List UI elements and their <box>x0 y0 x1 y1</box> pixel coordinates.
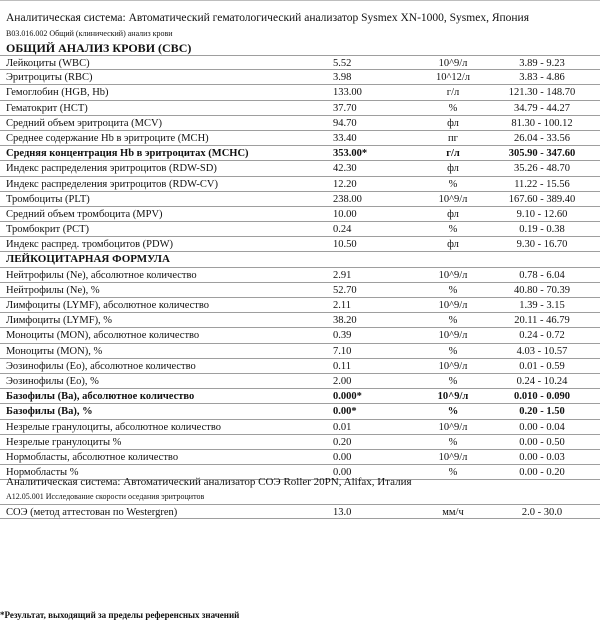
result-row <box>0 420 600 435</box>
reference-range: 34.79 - 44.27 <box>514 102 570 114</box>
result-value: 3.98 <box>333 72 352 84</box>
subsection-header <box>0 252 600 267</box>
unit: фл <box>447 163 459 175</box>
test-name: СОЭ (метод аттестован по Westergren) <box>6 507 178 518</box>
unit: % <box>448 284 458 296</box>
reference-range: 0.00 - 0.03 <box>519 451 565 463</box>
result-row <box>0 404 600 419</box>
reference-range: 9.30 - 16.70 <box>516 239 568 251</box>
unit: 10^9/л <box>438 360 468 372</box>
result-value: 5.52 <box>333 58 352 69</box>
reference-range: 0.01 - 0.59 <box>519 360 565 372</box>
reference-range: 0.78 - 6.04 <box>519 269 565 281</box>
unit: 10^9/л <box>438 330 468 342</box>
esr-analyzer-system: Аналитическая система: Автоматический анализатор СОЭ Roller 20PN, Alifax, Италия <box>6 476 412 488</box>
result-value: 12.20 <box>333 178 357 190</box>
result-value: 0.11 <box>333 360 351 372</box>
reference-range: 11.22 - 15.56 <box>514 178 570 190</box>
reference-range: 0.010 - 0.090 <box>514 391 570 403</box>
test-name: Базофилы (Ba), % <box>6 406 93 418</box>
unit: 10^9/л <box>438 421 468 433</box>
test-name: Средний объем тромбоцита (MPV) <box>6 208 163 220</box>
result-value: 52.70 <box>333 284 357 296</box>
result-row <box>0 435 600 450</box>
result-value: 10.50 <box>333 239 357 251</box>
result-value: 42.30 <box>333 163 357 175</box>
result-value: 0.24 <box>333 224 352 236</box>
unit: % <box>448 315 458 327</box>
result-value: 0.00 <box>333 451 352 463</box>
result-value: 2.91 <box>333 269 352 281</box>
unit: 10^9/л <box>437 391 469 403</box>
test-name: Среднее содержание Hb в эритроците (MCH) <box>6 132 209 144</box>
result-value: 133.00 <box>333 87 362 99</box>
test-name: Базофилы (Ba), абсолютное количество <box>6 391 195 403</box>
top-divider <box>0 0 600 1</box>
reference-range: 9.10 - 12.60 <box>516 208 568 220</box>
unit: 10^12/л <box>435 72 471 84</box>
test-name: Тромбокрит (PCT) <box>6 224 89 236</box>
test-name: Эозинофилы (Eo), % <box>6 375 99 387</box>
result-row <box>0 101 600 116</box>
test-name: Незрелые гранулоциты % <box>6 436 122 448</box>
result-row <box>0 359 600 374</box>
esr-service-code: A12.05.001 Исследование скорости оседания эритроцитов <box>6 492 205 501</box>
result-row <box>0 504 600 519</box>
result-row <box>0 450 600 465</box>
unit: % <box>448 178 458 190</box>
unit: пг <box>448 132 458 144</box>
test-name: Нормобласты, абсолютное количество <box>6 451 179 463</box>
result-row <box>0 55 600 70</box>
out-of-range-footnote: *Результат, выходящий за пределы референсных значений <box>0 610 240 620</box>
result-row <box>0 389 600 404</box>
result-row <box>0 237 600 252</box>
unit: фл <box>447 117 459 129</box>
cbc-results-table <box>0 55 600 480</box>
result-value: 94.70 <box>333 117 357 129</box>
result-value: 0.01 <box>333 421 352 433</box>
result-row <box>0 313 600 328</box>
unit: фл <box>447 239 459 251</box>
result-value: 238.00 <box>333 193 362 205</box>
reference-range: 121.30 - 148.70 <box>508 87 576 99</box>
reference-range: 3.83 - 4.86 <box>519 72 565 84</box>
test-name: Гемоглобин (HGB, Hb) <box>6 87 109 99</box>
test-name: Нейтрофилы (Ne), абсолютное количество <box>6 269 197 281</box>
test-name: Незрелые гранулоциты, абсолютное количество <box>6 421 221 433</box>
test-name: Гематокрит (HCT) <box>6 102 88 114</box>
result-value: 0.00 <box>333 467 352 479</box>
unit: 10^9/л <box>438 300 468 311</box>
test-name: Средний объем эритроцита (MCV) <box>6 117 163 129</box>
result-row <box>0 116 600 131</box>
reference-range: 0.00 - 0.20 <box>519 467 565 479</box>
test-name: Нормобласты % <box>6 467 79 479</box>
result-row <box>0 207 600 222</box>
reference-range: 167.60 - 389.40 <box>508 193 576 205</box>
result-row <box>0 146 600 161</box>
result-value: 2.00 <box>333 375 352 387</box>
unit: мм/ч <box>442 507 464 518</box>
reference-range: 81.30 - 100.12 <box>511 117 573 129</box>
reference-range: 35.26 - 48.70 <box>514 163 570 175</box>
reference-range: 0.24 - 0.72 <box>519 330 565 342</box>
unit: % <box>448 102 458 114</box>
result-value: 13.0 <box>333 507 352 518</box>
result-row <box>0 70 600 85</box>
result-value: 353.00* <box>333 148 368 160</box>
reference-range: 40.80 - 70.39 <box>514 284 570 296</box>
result-row <box>0 328 600 343</box>
result-value: 37.70 <box>333 102 357 114</box>
reference-range: 1.39 - 3.15 <box>519 300 565 311</box>
reference-range: 0.00 - 0.04 <box>519 421 565 433</box>
reference-range: 0.20 - 1.50 <box>519 406 565 418</box>
result-row <box>0 283 600 298</box>
test-name: Индекс распред. тромбоцитов (PDW) <box>6 239 173 251</box>
cbc-analyzer-system: Аналитическая система: Автоматический гематологический анализатор Sysmex XN-1000, Sysmex, Япония <box>6 12 529 24</box>
cbc-section-title: ОБЩИЙ АНАЛИЗ КРОВИ (CBC) <box>6 41 192 55</box>
reference-range: 3.89 - 9.23 <box>519 58 565 69</box>
result-row <box>0 298 600 313</box>
result-value: 0.00* <box>333 406 357 418</box>
result-row <box>0 222 600 237</box>
test-name: Лимфоциты (LYMF), % <box>6 315 113 327</box>
test-name: Эозинофилы (Eo), абсолютное количество <box>6 360 196 372</box>
unit: 10^9/л <box>438 451 468 463</box>
test-name: Индекс распределения эритроцитов (RDW-CV) <box>6 178 218 190</box>
reference-range: 0.24 - 10.24 <box>516 375 568 387</box>
result-row <box>0 161 600 176</box>
test-name: Моноциты (MON), абсолютное количество <box>6 330 200 342</box>
unit: % <box>447 406 459 418</box>
unit: 10^9/л <box>438 269 468 281</box>
result-value: 0.39 <box>333 330 352 342</box>
unit: г/л <box>446 87 460 99</box>
reference-range: 0.19 - 0.38 <box>519 224 565 236</box>
test-name: ЛЕЙКОЦИТАРНАЯ ФОРМУЛА <box>6 253 170 266</box>
result-value: 33.40 <box>333 132 357 144</box>
cbc-service-code: B03.016.002 Общий (клинический) анализ крови <box>6 29 173 38</box>
test-name: Лейкоциты (WBC) <box>6 58 90 69</box>
result-value: 0.20 <box>333 436 352 448</box>
reference-range: 4.03 - 10.57 <box>516 345 568 357</box>
unit: фл <box>447 208 459 220</box>
reference-range: 26.04 - 33.56 <box>514 132 570 144</box>
reference-range: 20.11 - 46.79 <box>514 315 570 327</box>
test-name: Эритроциты (RBC) <box>6 72 93 84</box>
esr-results-table <box>0 504 600 519</box>
result-value: 38.20 <box>333 315 357 327</box>
reference-range: 2.0 - 30.0 <box>521 507 563 518</box>
test-name: Тромбоциты (PLT) <box>6 193 90 205</box>
unit: % <box>448 436 458 448</box>
test-name: Средняя концентрация Hb в эритроцитах (MCHC) <box>6 148 249 160</box>
reference-range: 0.00 - 0.50 <box>519 436 565 448</box>
result-value: 10.00 <box>333 208 357 220</box>
unit: 10^9/л <box>438 193 468 205</box>
result-row <box>0 177 600 192</box>
result-row <box>0 131 600 146</box>
result-row <box>0 374 600 389</box>
unit: % <box>448 345 458 357</box>
reference-range: 305.90 - 347.60 <box>508 148 576 160</box>
test-name: Индекс распределения эритроцитов (RDW-SD) <box>6 163 217 175</box>
result-row <box>0 268 600 283</box>
result-value: 2.11 <box>333 300 351 311</box>
unit: % <box>448 224 458 236</box>
result-value: 7.10 <box>333 345 352 357</box>
result-row <box>0 344 600 359</box>
result-value: 0.000* <box>333 391 362 403</box>
test-name: Моноциты (MON), % <box>6 345 103 357</box>
test-name: Нейтрофилы (Ne), % <box>6 284 100 296</box>
unit: % <box>448 375 458 387</box>
result-row <box>0 192 600 207</box>
test-name: Лимфоциты (LYMF), абсолютное количество <box>6 300 210 311</box>
unit: г/л <box>446 148 460 160</box>
unit: 10^9/л <box>438 58 468 69</box>
unit: % <box>448 467 458 479</box>
result-row <box>0 85 600 100</box>
